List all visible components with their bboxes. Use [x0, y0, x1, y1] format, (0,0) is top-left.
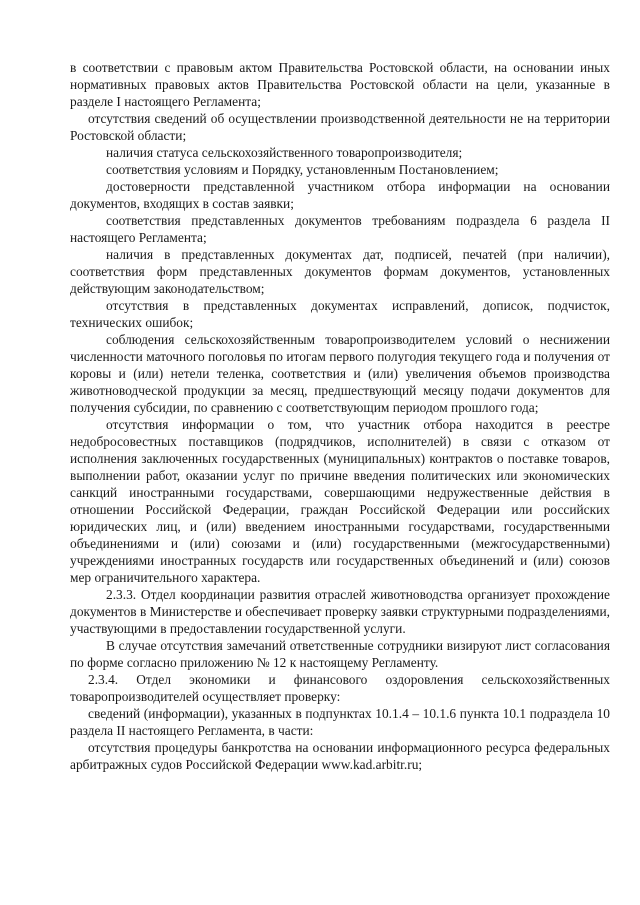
paragraph: отсутствия процедуры банкротства на основании информационного ресурса федеральных арбитражных судов Российской Федерации www.kad.arbitr.ru;	[70, 740, 610, 772]
paragraph: наличия статуса сельскохозяйственного товаропроизводителя;	[106, 145, 463, 160]
paragraph: отсутствия информации о том, что участник отбора находится в реестре недобросовестных поставщиков (подрядчиков, исполнителей) в связи с отказом от исполнения заключенных государственных (муниципальных) контрактов о поставке товаров, выполнении работ, оказании услуг по причине введения политических или экономических санкций иностранными государствами, совершающими недружественные действия в отношении Российской Федерации, граждан Российской Федерации или российских юридических лиц, и (или) введением иностранными государствами, государственными объединениями и (или) союзами и (или) государственными (межгосударственными) учреждениями иностранных государств или государственных объединений и (или) союзов мер ограничительного характера.	[70, 417, 610, 585]
paragraph: соблюдения сельскохозяйственным товаропроизводителем условий о неснижении численности маточного поголовья по итогам первого полугодия текущего года и получения от коровы и (или) нетели теленка, соответствия и (или) увеличения объемов производства животноводческой продукции за месяц, предшествующий месяцу подачи документов для получения субсидии, по сравнению с соответствующим периодом прошлого года;	[70, 332, 610, 415]
paragraph: достоверности представленной участником отбора информации на основании документов, входящих в состав заявки;	[70, 179, 610, 211]
paragraph: отсутствия сведений об осуществлении производственной деятельности не на территории Ростовской области;	[70, 111, 610, 143]
paragraph: сведений (информации), указанных в подпунктах 10.1.4 – 10.1.6 пункта 10.1 подраздела 10 раздела II настоящего Регламента, в части:	[70, 706, 610, 738]
paragraph: отсутствия в представленных документах исправлений, дописок, подчисток, технических ошибок;	[70, 298, 610, 330]
document-body	[70, 59, 610, 773]
paragraph: В случае отсутствия замечаний ответственные сотрудники визируют лист согласования по форме согласно приложению № 12 к настоящему Регламенту.	[70, 638, 610, 670]
paragraph: соответствия представленных документов требованиям подраздела 6 раздела II настоящего Регламента;	[70, 213, 610, 245]
paragraph: соответствия условиям и Порядку, установленным Постановлением;	[106, 162, 499, 177]
paragraph: наличия в представленных документах дат, подписей, печатей (при наличии), соответствия форм представленных документов формам документов, установленных действующим законодательством;	[70, 247, 610, 296]
paragraph: 2.3.3. Отдел координации развития отраслей животноводства организует прохождение документов в Министерстве и обеспечивает проверку заявки структурными подразделениями, участвующими в предоставлении государственной услуги.	[70, 587, 610, 636]
paragraph: 2.3.4. Отдел экономики и финансового оздоровления сельскохозяйственных товаропроизводителей осуществляет проверку:	[70, 672, 610, 704]
paragraph: в соответствии с правовым актом Правительства Ростовской области, на основании иных нормативных правовых актов Правительства Ростовской области на цели, указанные в разделе I настоящего Регламента;	[70, 60, 610, 109]
